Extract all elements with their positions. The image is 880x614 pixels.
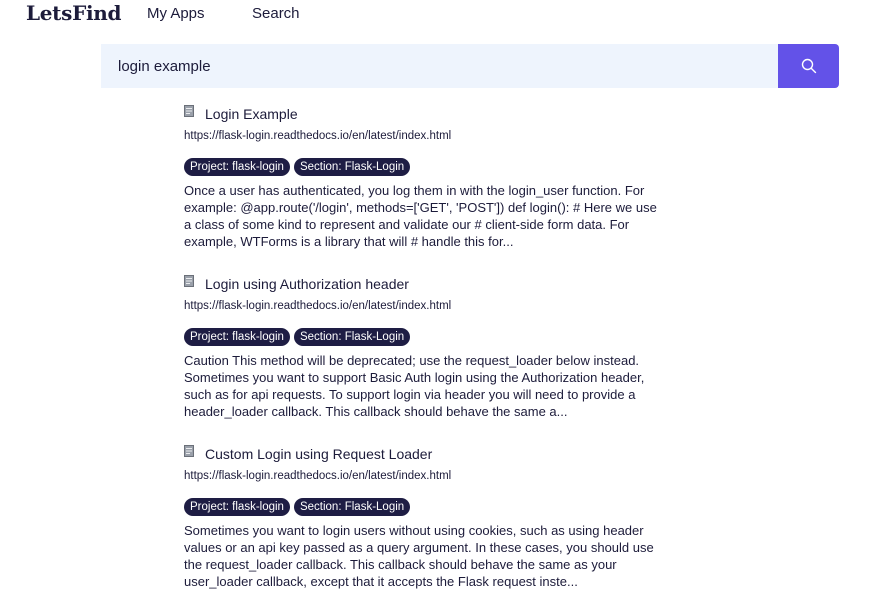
search-button[interactable] xyxy=(778,44,839,88)
result-snippet: Sometimes you want to login users without using cookies, such as using header values or an api key passed as a query argument. In these cases, you should use the request_loader callback. This callback should behave the same as your user_loader callback, except that it accepts the Flask request inste... xyxy=(184,523,654,589)
result-tags xyxy=(184,158,664,176)
search-icon xyxy=(801,58,817,74)
search-bar xyxy=(101,44,838,88)
result-item xyxy=(184,444,664,614)
logo[interactable]: LetsFind xyxy=(26,1,122,25)
result-tags xyxy=(184,498,664,516)
nav-link-my-apps[interactable]: My Apps xyxy=(147,5,205,22)
nav-link-search[interactable]: Search xyxy=(252,5,300,22)
result-title[interactable]: Custom Login using Request Loader xyxy=(205,446,433,462)
section-tag[interactable]: Section: Flask-Login xyxy=(294,328,410,346)
result-url[interactable]: https://flask-login.readthedocs.io/en/latest/index.html xyxy=(184,470,452,482)
result-snippet: Once a user has authenticated, you log them in with the login_user function. For example: @app.route('/login', methods=['GET', 'POST']) def login(): # Here we use a class of some kind to represent and validate our # client-side form data. For example, WTForms is a library that will # handle this for... xyxy=(184,183,657,249)
project-tag[interactable]: Project: flask-login xyxy=(184,328,290,346)
result-snippet: Caution This method will be deprecated; use the request_loader below instead. Sometimes you want to support Basic Auth login using the Authorization header, such as for api requests. To support login via header you will need to provide a header_loader callback. This callback should behave the same a... xyxy=(184,353,645,419)
result-tags xyxy=(184,328,664,346)
results-list xyxy=(184,104,664,614)
result-url[interactable]: https://flask-login.readthedocs.io/en/latest/index.html xyxy=(184,130,452,142)
section-tag[interactable]: Section: Flask-Login xyxy=(294,498,410,516)
project-tag[interactable]: Project: flask-login xyxy=(184,498,290,516)
top-nav xyxy=(0,0,880,30)
result-title[interactable]: Login using Authorization header xyxy=(205,276,409,292)
search-input[interactable] xyxy=(101,44,778,88)
result-url[interactable]: https://flask-login.readthedocs.io/en/latest/index.html xyxy=(184,300,452,312)
project-tag[interactable]: Project: flask-login xyxy=(184,158,290,176)
document-icon xyxy=(184,275,194,287)
result-item xyxy=(184,104,664,274)
section-tag[interactable]: Section: Flask-Login xyxy=(294,158,410,176)
document-icon xyxy=(184,105,194,117)
result-item xyxy=(184,274,664,444)
document-icon xyxy=(184,445,194,457)
result-title[interactable]: Login Example xyxy=(205,106,298,122)
